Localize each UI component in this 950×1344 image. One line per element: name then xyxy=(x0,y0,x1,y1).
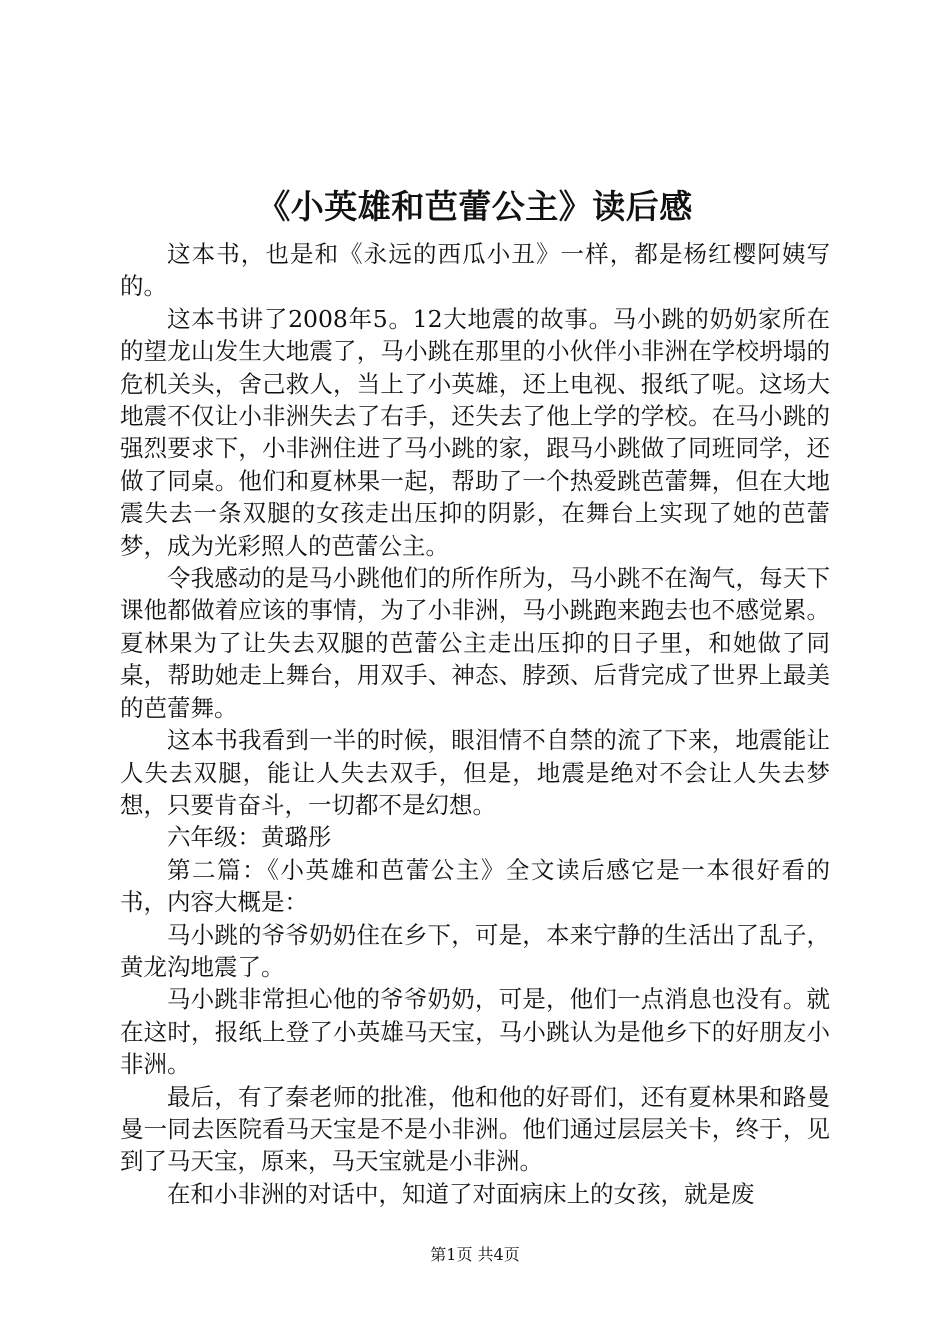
document-title: 《小英雄和芭蕾公主》读后感 xyxy=(257,187,693,226)
paragraph: 马小跳的爷爷奶奶住在乡下，可是，本来宁静的生活出了乱子，黄龙沟地震了。 xyxy=(120,920,830,981)
paragraph: 第二篇：《小英雄和芭蕾公主》全文读后感它是一本很好看的书，内容大概是： xyxy=(120,855,830,917)
paragraph: 这本书，也是和《永远的西瓜小丑》一样，都是杨红樱阿姨写的。 xyxy=(120,240,830,301)
paragraph: 最后，有了秦老师的批准，他和他的好哥们，还有夏林果和路曼曼一同去医院看马天宝是不是小非洲。他们通过层层关卡，终于，见到了马天宝，原来，马天宝就是小非洲。 xyxy=(120,1082,830,1176)
paragraph: 这本书我看到一半的时候，眼泪情不自禁的流了下来，地震能让人失去双腿，能让人失去双手，但是，地震是绝对不会让人失去梦想，只要肯奋斗，一切都不是幻想。 xyxy=(120,726,830,819)
page-number-footer: 第1页 共4页 xyxy=(430,1245,520,1264)
paragraph: 这本书讲了2008年5。12大地震的故事。马小跳的奶奶家所在的望龙山发生大地震了，马小跳在那里的小伙伴小非洲在学校坍塌的危机关头，舍己救人，当上了小英雄，还上电视、报纸了呢。这场大地震不仅让小非洲失去了右手，还失去了他上学的学校。在马小跳的强烈要求下，小非洲住进了马小跳的家，跟马小跳做了同班同学，还做了同桌。他们和夏林果一起，帮助了一个热爱跳芭蕾舞，但在大地震失去一条双腿的女孩走出压抑的阴影，在舞台上实现了她的芭蕾梦，成为光彩照人的芭蕾公主。 xyxy=(120,304,830,560)
document-body xyxy=(120,238,830,1210)
paragraph: 令我感动的是马小跳他们的所作所为，马小跳不在淘气，每天下课他都做着应该的事情，为了小非洲，马小跳跑来跑去也不感觉累。夏林果为了让失去双腿的芭蕾公主走出压抑的日子里，和她做了同桌，帮助她走上舞台，用双手、神态、脖颈、后背完成了世界上最美的芭蕾舞。 xyxy=(120,564,830,722)
paragraph: 马小跳非常担心他的爷爷奶奶，可是，他们一点消息也没有。就在这时，报纸上登了小英雄马天宝，马小跳认为是他乡下的好朋友小非洲。 xyxy=(120,985,830,1079)
paragraph: 在和小非洲的对话中，知道了对面病床上的女孩，就是废 xyxy=(167,1179,755,1208)
author-line: 六年级：黄璐彤 xyxy=(167,823,332,852)
